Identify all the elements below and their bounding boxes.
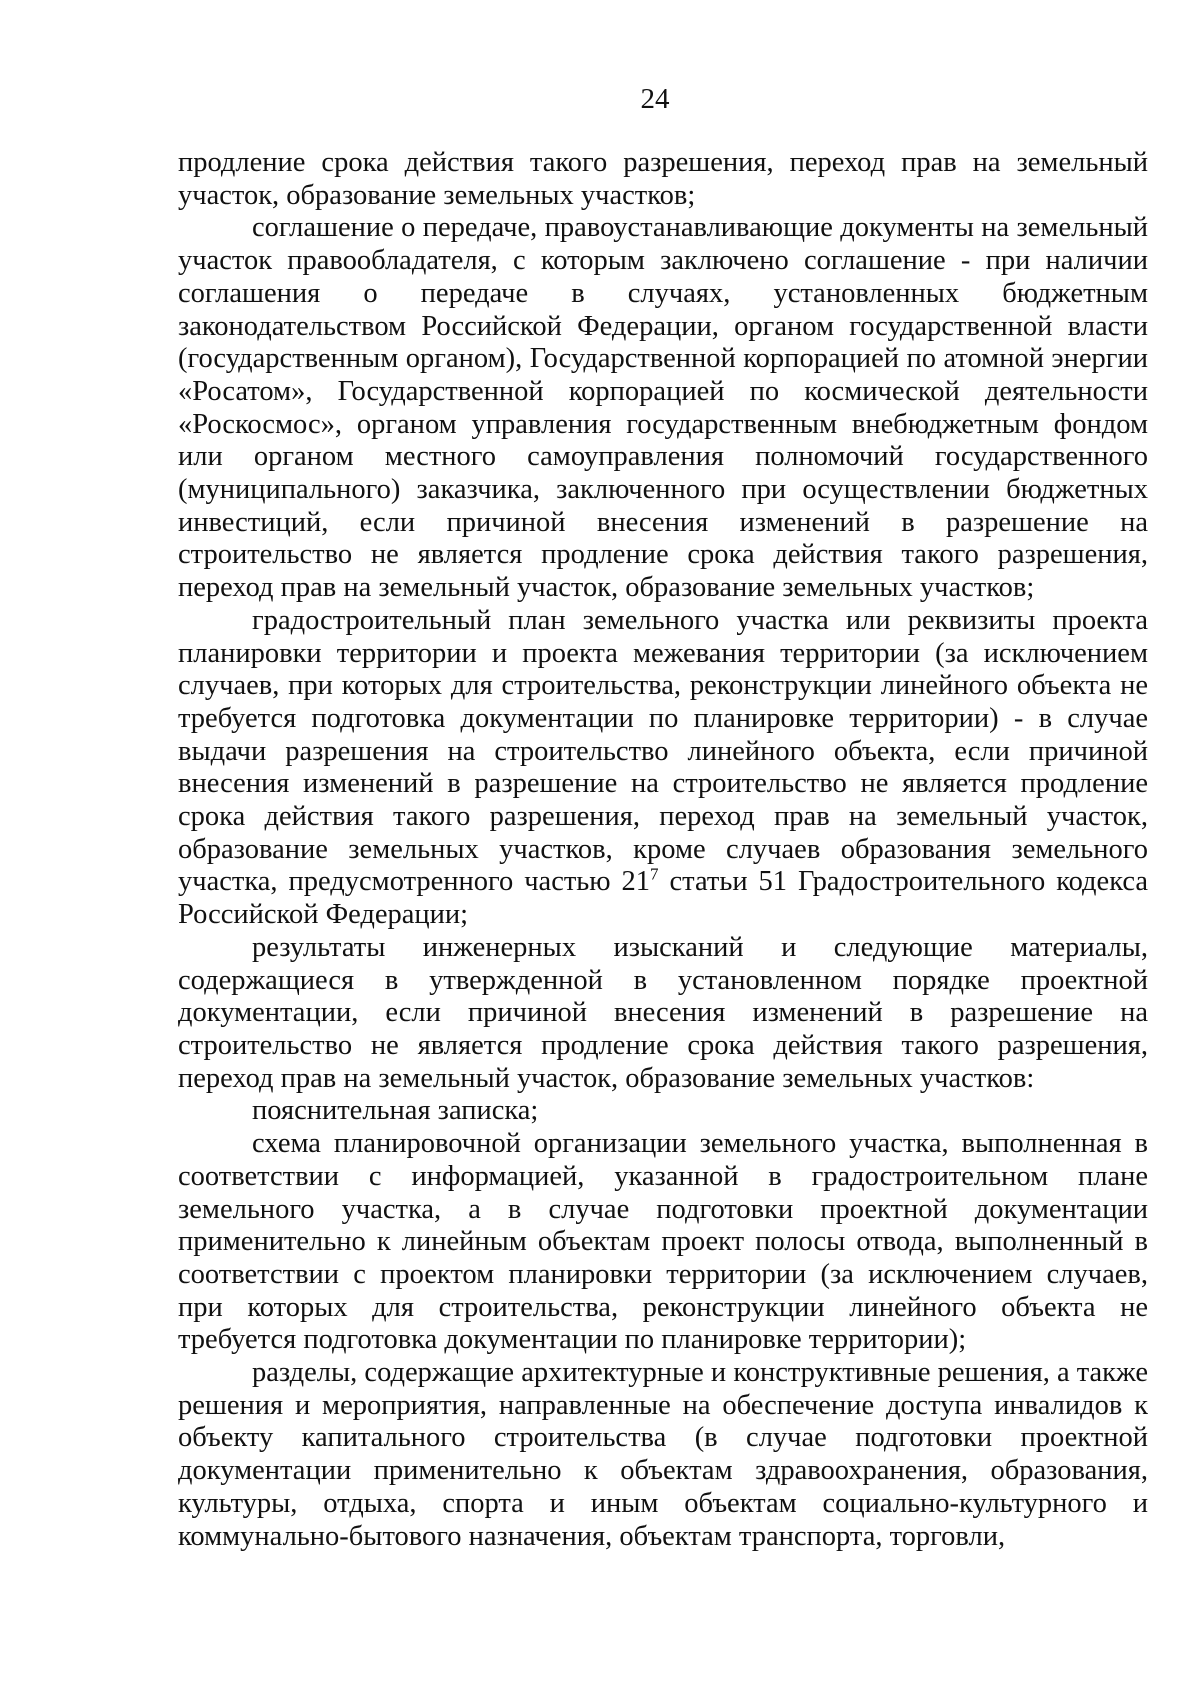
page-number: 24 <box>640 83 670 115</box>
article-part-superscript: 7 <box>650 864 659 884</box>
document-body <box>178 147 1148 1553</box>
paragraph-explanatory-note: пояснительная записка; <box>252 1095 539 1127</box>
paragraph-architectural-sections: разделы, содержащие архитектурные и конструктивные решения, а также решения и мероприятия, направленные на обеспечение доступа инвалидов к объекту капитального строительства (в случае подготовки проектной документации применительно к объектам здравоохранения, образования, культуры, отдыха, спорта и иным объектам социально-культурного и коммунально-бытового назначения, объектам транспорта, торговли, <box>178 1357 1148 1552</box>
paragraph-urban-development-plan-text-end: статьи 51 Градостроительного кодекса Российской Федерации; <box>178 866 1148 931</box>
paragraph-permit-extension-clause: продление срока действия такого разрешения, переход прав на земельный участок, образование земельных участков; <box>178 147 1148 211</box>
paragraph-engineering-surveys: результаты инженерных изысканий и следующие материалы, содержащиеся в утвержденной в установленном порядке проектной документации, если причиной внесения изменений в разрешение на строительство не является продление срока действия такого разрешения, переход прав на земельный участок, образование земельных участков: <box>178 931 1148 1094</box>
paragraph-transfer-agreement: соглашение о передаче, правоустанавливающие документы на земельный участок правообладателя, с которым заключено соглашение - при наличии соглашения о передаче в случаях, установленных бюджетным законодательством Российской Федерации, органом государственной власти (государственным органом), Государственной корпорацией по атомной энергии «Росатом», Государственной корпорацией по космической деятельности «Роскосмос», органом управления государственным внебюджетным фондом или органом местного самоуправления полномочий государственного (муниципального) заказчика, заключенного при осуществлении бюджетных инвестиций, если причиной внесения изменений в разрешение на строительство не является продление срока действия такого разрешения, переход прав на земельный участок, образование земельных участков; <box>178 212 1148 604</box>
paragraph-urban-development-plan <box>178 605 1148 932</box>
paragraph-urban-development-plan-text: градостроительный план земельного участка или реквизиты проекта планировки территории и проекта межевания территории (за исключением случаев, при которых для строительства, реконструкции линейного объекта не требуется подготовка документации по планировке территории) - в случае выдачи разрешения на строительство линейного объекта, если причиной внесения изменений в разрешение на строительство не является продление срока действия такого разрешения, переход прав на земельный участок, образование земельных участков, кроме случаев образования земельного участка, предусмотренного частью 21 <box>178 604 1148 898</box>
paragraph-site-plan-scheme: схема планировочной организации земельного участка, выполненная в соответствии с информацией, указанной в градостроительном плане земельного участка, а в случае подготовки проектной документации применительно к линейным объектам проект полосы отвода, выполненный в соответствии с проектом планировки территории (за исключением случаев, при которых для строительства, реконструкции линейного объекта не требуется подготовка документации по планировке территории); <box>178 1128 1148 1356</box>
